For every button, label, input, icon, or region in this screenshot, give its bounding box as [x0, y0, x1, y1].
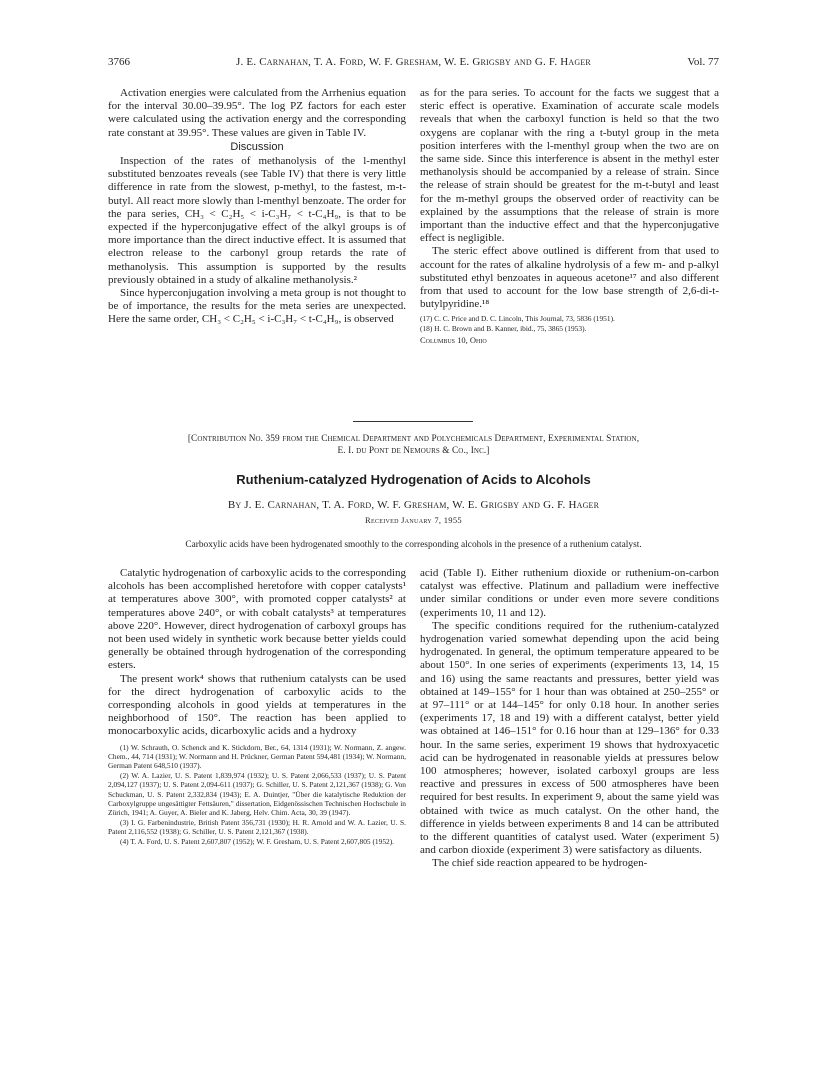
contribution-line: E. I. du Pont de Nemours & Co., Inc.]: [337, 445, 490, 456]
paragraph: Catalytic hydrogenation of carboxylic acids to the corresponding alcohols has been accomplished heretofore with copper catalysts¹ at temperatures above 300°, with promoted copper catalysts² at temperatures above 240°, or with cobalt catalysts³ at temperatures above 220°. However, direct hydrogenation of carboxyl groups has not been used widely in synthetic work because better yields could generally be obtained through hydrogenation of the corresponding esters.: [108, 567, 406, 672]
running-head: [108, 55, 719, 69]
article-left-column: [108, 567, 406, 846]
paragraph: acid (Table I). Either ruthenium dioxide or ruthenium-on-carbon catalyst was effective. Platinum and palladium were ineffective under similar conditions or under even more severe conditions (experiments 10, 11 and 12).: [420, 567, 719, 619]
paragraph: The present work⁴ shows that ruthenium catalysts can be used for the direct hydrogenation of carboxylic acids to the corresponding alcohols in good yields at temperatures in the neighborhood of 150°. The reaction has been applied to monocarboxylic acids, dicarboxylic acids and a hydroxy: [108, 672, 406, 738]
paragraph: The chief side reaction appeared to be hydrogen-: [432, 857, 648, 870]
byline: By J. E. Carnahan, T. A. Ford, W. F. Gresham, W. E. Grigsby and G. F. Hager: [227, 499, 600, 511]
volume-number: Vol. 77: [687, 56, 719, 68]
footnote: (3) I. G. Farbenindustrie, British Patent 356,731 (1930); H. R. Arnold and W. A. Lazier, U. S. Patent 2,116,552 (1938); G. Schiller, U. S. Patent 2,121,367 (1938).: [108, 817, 406, 837]
footnote: (1) W. Schrauth, O. Schenck and K. Stickdorn, Ber., 64, 1314 (1931); W. Normann, Z. angew. Chem., 44, 714 (1931); W. Normann and H. Prückner, German Patent 594,481 (1934); W. Normann, German Patent 648,510 (1937).: [108, 742, 406, 771]
section-divider: [353, 421, 473, 422]
received-date: Received January 7, 1955: [365, 515, 462, 525]
paragraph: The steric effect above outlined is different from that used to account for the rates of alkaline hydrolysis of a few m- and p-alkyl substituted ethyl benzoates in aqueous acetone¹⁷ and also different from that used to account for the low base strength of 2,6-di-t-butylpyridine.¹⁸: [420, 245, 719, 311]
footnote: (18) H. C. Brown and B. Kanner, ibid., 75, 3865 (1953).: [420, 323, 587, 333]
paragraph: Inspection of the rates of methanolysis of the l-menthyl substituted benzoates reveals (see Table IV) that there is very little difference in rate from the slowest, p-methyl, to the fastest, m-t-butyl. All react more slowly than l-menthyl benzoate. The order for the para series, CH₃ < C₂H₅ < i-C₃H₇ < t-C₄H₉, is that to be expected if the hyperconjugative effect of the alkyl groups is of more importance than the direct inductive effect. It is assumed that electron release to the carbonyl group retards the rate of methanolysis. This assumption is supported by the results previously obtained in a study of alkaline methanolysis.²: [108, 155, 406, 286]
footnote: (4) T. A. Ford, U. S. Patent 2,607,807 (1952); W. F. Gresham, U. S. Patent 2,607,805 (1952).: [120, 836, 395, 846]
contribution-line: [Contribution No. 359 from the Chemical Department and Polychemicals Department, Experimental Station,: [187, 434, 640, 444]
footnote: (17) C. C. Price and D. C. Lincoln, This Journal, 73, 5836 (1951).: [420, 314, 615, 324]
paragraph: as for the para series. To account for the facts we suggest that a steric effect is operative. Examination of accurate scale models reveals that when the carboxyl function is held so that the two oxygens are coplanar with the ring a t-butyl group in the meta position interferes with the l-menthyl group when the two are on the same side. Since this interference is absent in the methyl ester methanolysis should be accompanied by a release of strain. Since the release of strain should be greatest for the m-t-butyl and least for the m-methyl groups the observed order of reactivity can be explained by the assumptions that the release of strain is more important than the inductive effect and that the hyperconjugative effect is negligible.: [420, 87, 719, 245]
previous-article-right-column: [420, 87, 719, 345]
affiliation: Columbus 10, Ohio: [420, 335, 487, 346]
previous-article-left-column: [108, 87, 406, 327]
footnotes: [420, 314, 719, 333]
footnote: (2) W. A. Lazier, U. S. Patent 1,839,974 (1932); U. S. Patent 2,066,533 (1937); U. S. Patent 2,094,127 (1937); U. S. Patent 2,094-611 (1937); G. Schiller, U. S. Patent 2,121,367 (1938); G. Von Schuckman, U. S. Patent 2,332,834 (1943); E. A. Duintjer, "Über die katalytische Reduktion der Carboxylgruppe ungesättigter Fettsäuren," dissertation, Eidgenössischen Technischen Hochschule in Zürich, 1941; A. Guyer, A. Bieler and K. Jaberg, Helv. Chim. Acta, 30, 39 (1947).: [108, 770, 406, 818]
contribution-note: [108, 434, 719, 457]
paragraph: Activation energies were calculated from the Arrhenius equation for the interval 30.00–39.95°. The log PZ factors for each ester were calculated using the activation energy and the corresponding rate constant at 39.95°. These values are given in Table IV.: [108, 87, 406, 139]
page-number: 3766: [108, 56, 130, 68]
abstract: Carboxylic acids have been hydrogenated smoothly to the corresponding alcohols in the presence of a ruthenium catalyst.: [185, 540, 642, 550]
paragraph: Since hyperconjugation involving a meta group is not thought to be of importance, the results for the meta series are unexpected. Here the same order, CH₃ < C₂H₅ < i-C₃H₇ < t-C₄H₉, is observed: [108, 287, 406, 326]
footnotes: [108, 743, 406, 846]
section-heading: Discussion: [230, 140, 284, 153]
paragraph: The specific conditions required for the ruthenium-catalyzed hydrogenation varied somewhat depending upon the acid being hydrogenated. In general, the optimum temperature appeared to be about 150°. In one series of experiments (experiments 13, 14, 15 and 16) using the same reactants and pressures, better yield was obtained at 149–155° for 1 hour than was obtained at 250–255° or at 97–111° or at 144–145° for only 0.18 hour. In another series (experiments 17, 18 and 19) with a different catalyst, better yield was obtained at 146–151° for 0.16 hour than at 129–136° for 0.33 hour. In the same series, experiment 19 shows that hydroxyacetic acid can be hydrogenated in reasonable yields at pressures below 100 atmospheres; however, isolated carboxyl groups are less reactive and pressures in excess of 500 atmospheres have been required for best results. In experiment 9, about the same yield was obtained with twice as much catalyst. On the other hand, the difference in yields between experiments 8 and 14 can be attributed to the different quantities of catalyst used. Water (experiment 5) and carbon dioxide (experiment 3) were satisfactory as diluents.: [420, 619, 719, 857]
running-head-authors: J. E. Carnahan, T. A. Ford, W. F. Gresham, W. E. Grigsby and G. F. Hager: [236, 56, 591, 68]
article-right-column: [420, 567, 719, 871]
article-title: Ruthenium-catalyzed Hydrogenation of Acids to Alcohols: [236, 472, 591, 487]
